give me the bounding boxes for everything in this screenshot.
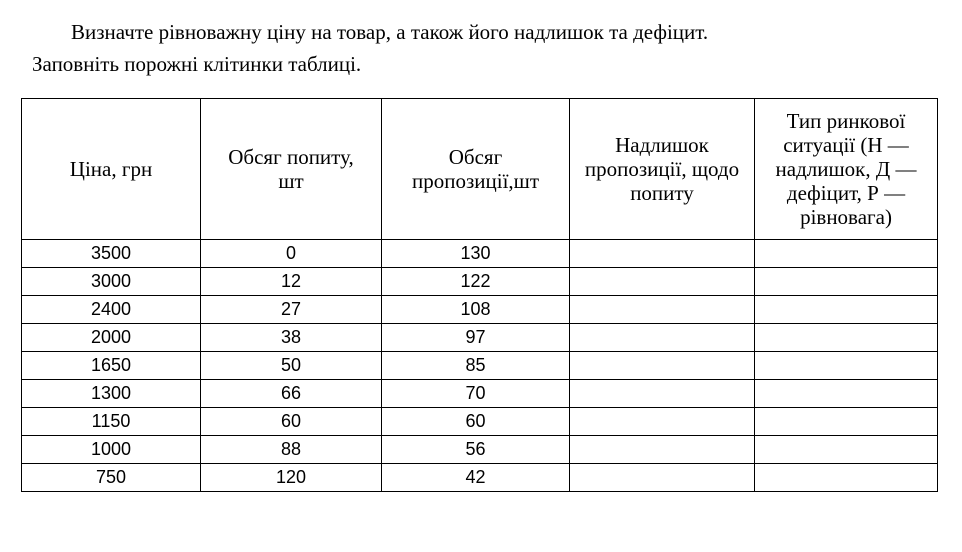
- header-supply: Обсяг пропозиції,шт: [382, 99, 570, 240]
- price-cell: 1300: [22, 380, 201, 408]
- surplus-cell[interactable]: [570, 436, 755, 464]
- supply-cell: 108: [382, 296, 570, 324]
- supply-cell: 56: [382, 436, 570, 464]
- supply-cell: 130: [382, 240, 570, 268]
- situation-cell[interactable]: [755, 464, 938, 492]
- price-cell: 1000: [22, 436, 201, 464]
- situation-cell[interactable]: [755, 324, 938, 352]
- header-price: Ціна, грн: [22, 99, 201, 240]
- demand-cell: 50: [201, 352, 382, 380]
- surplus-cell[interactable]: [570, 352, 755, 380]
- surplus-cell[interactable]: [570, 464, 755, 492]
- table-row: [22, 436, 938, 464]
- supply-cell: 60: [382, 408, 570, 436]
- demand-cell: 0: [201, 240, 382, 268]
- header-market-situation: Тип ринкової ситуації (Н — надлишок, Д — дефіцит, Р — рівновага): [755, 99, 938, 240]
- demand-cell: 120: [201, 464, 382, 492]
- surplus-cell[interactable]: [570, 324, 755, 352]
- situation-cell[interactable]: [755, 268, 938, 296]
- price-cell: 3000: [22, 268, 201, 296]
- price-cell: 1150: [22, 408, 201, 436]
- surplus-cell[interactable]: [570, 268, 755, 296]
- price-cell: 3500: [22, 240, 201, 268]
- price-cell: 1650: [22, 352, 201, 380]
- situation-cell[interactable]: [755, 436, 938, 464]
- price-cell: 750: [22, 464, 201, 492]
- situation-cell[interactable]: [755, 296, 938, 324]
- table-row: [22, 268, 938, 296]
- supply-cell: 122: [382, 268, 570, 296]
- table-row: [22, 240, 938, 268]
- demand-cell: 88: [201, 436, 382, 464]
- table-row: [22, 352, 938, 380]
- surplus-cell[interactable]: [570, 380, 755, 408]
- situation-cell[interactable]: [755, 408, 938, 436]
- supply-cell: 97: [382, 324, 570, 352]
- table-row: [22, 296, 938, 324]
- table-row: [22, 408, 938, 436]
- surplus-cell[interactable]: [570, 240, 755, 268]
- supply-cell: 42: [382, 464, 570, 492]
- situation-cell[interactable]: [755, 352, 938, 380]
- header-surplus: Надлишок пропозиції, щодо попиту: [570, 99, 755, 240]
- table-row: [22, 464, 938, 492]
- demand-cell: 27: [201, 296, 382, 324]
- table-row: [22, 324, 938, 352]
- task-text-line-2: Заповніть порожні клітинки таблиці.: [32, 52, 362, 76]
- situation-cell[interactable]: [755, 380, 938, 408]
- header-demand: Обсяг попиту, шт: [201, 99, 382, 240]
- supply-cell: 85: [382, 352, 570, 380]
- table-row: [22, 380, 938, 408]
- demand-cell: 66: [201, 380, 382, 408]
- demand-cell: 60: [201, 408, 382, 436]
- demand-cell: 38: [201, 324, 382, 352]
- demand-cell: 12: [201, 268, 382, 296]
- surplus-cell[interactable]: [570, 408, 755, 436]
- table-header-row: [22, 99, 938, 240]
- surplus-cell[interactable]: [570, 296, 755, 324]
- price-cell: 2400: [22, 296, 201, 324]
- situation-cell[interactable]: [755, 240, 938, 268]
- task-text-line-1: Визначте рівноважну ціну на товар, а також його надлишок та дефіцит.: [71, 20, 709, 44]
- market-table: [21, 98, 938, 492]
- price-cell: 2000: [22, 324, 201, 352]
- supply-cell: 70: [382, 380, 570, 408]
